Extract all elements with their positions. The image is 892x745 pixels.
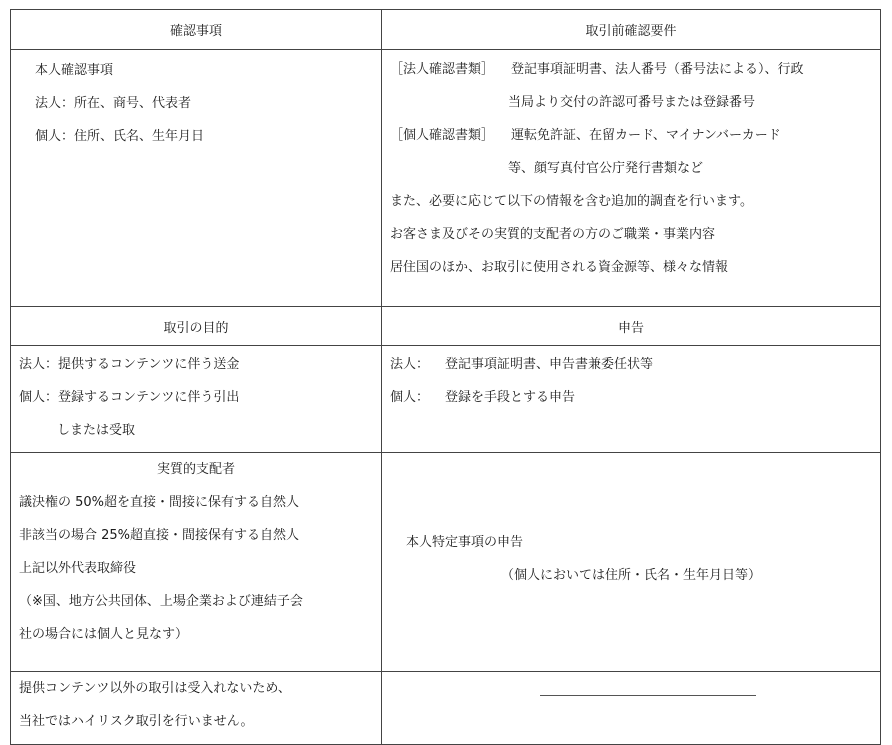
beneficial-line1: 議決権の 50%超を直接・間接に保有する自然人 [19, 495, 300, 510]
corp-doc-tag: ［法人確認書類］ [390, 62, 495, 77]
purpose-indiv1: 個人：登録するコンテンツに伴う引出 [19, 390, 240, 405]
corp-doc-line1 [382, 53, 880, 86]
declaration-indiv-text: 登録を手段とする申告 [445, 390, 576, 405]
identity-indiv: 個人：住所、氏名、生年月日 [35, 129, 205, 144]
beneficial-cell [11, 453, 382, 672]
declaration-cell [382, 346, 881, 453]
declaration-indiv [382, 381, 880, 414]
beneficial-row [11, 453, 881, 672]
beneficial-line2: 非該当の場合 25%超直接・間接保有する自然人 [19, 528, 300, 543]
declaration-corp [382, 348, 880, 381]
beneficial-title: 実質的支配者 [156, 462, 235, 477]
identity-row [11, 50, 881, 307]
purpose-header-row [11, 307, 881, 346]
highrisk-cell [11, 672, 382, 745]
indiv-doc-line1 [382, 119, 880, 152]
purpose-cell [11, 346, 382, 453]
requirements-cell [382, 50, 881, 307]
blank-line [540, 695, 756, 696]
beneficial-line3: 上記以外代表取締役 [19, 561, 137, 576]
beneficial-line4: （※国、地方公共団体、上場企業および連結子会 [19, 594, 303, 609]
indiv-doc-line2: 等、顔写真付官公庁発行書類など [508, 161, 704, 176]
header-confirm-items: 確認事項 [11, 10, 382, 50]
identity-title: 本人確認事項 [35, 63, 114, 78]
specific-line2: （個人においては住所・氏名・生年月日等） [500, 568, 761, 583]
declaration-indiv-label: 個人： [390, 390, 430, 405]
indiv-doc-text1: 運転免許証、在留カード、マイナンバーカード [511, 128, 781, 143]
requirements-table [10, 9, 881, 745]
identity-corp: 法人：所在、商号、代表者 [35, 96, 192, 111]
highrisk-line2: 当社ではハイリスク取引を行いません。 [19, 714, 254, 729]
additional-line1: また、必要に応じて以下の情報を含む追加的調査を行います。 [390, 194, 753, 209]
highrisk-row [11, 672, 881, 745]
header-pre-requirements: 取引前確認要件 [382, 10, 881, 50]
specific-cell [382, 453, 881, 672]
purpose-indiv2: しまたは受取 [57, 423, 136, 438]
specific-line1: 本人特定事項の申告 [406, 535, 524, 550]
beneficial-line5: 社の場合には個人と見なす） [19, 627, 189, 642]
header-purpose: 取引の目的 [11, 307, 382, 346]
indiv-doc-tag: ［個人確認書類］ [390, 128, 495, 143]
highrisk-right-cell [382, 672, 881, 745]
header-declaration: 申告 [382, 307, 881, 346]
corp-doc-line2: 当局より交付の許認可番号または登録番号 [508, 95, 756, 110]
highrisk-line1: 提供コンテンツ以外の取引は受入れないため、 [19, 681, 291, 696]
specific-block [382, 453, 880, 592]
additional-line2: お客さま及びその実質的支配者の方のご職業・事業内容 [390, 227, 716, 242]
declaration-corp-label: 法人： [390, 357, 430, 372]
additional-line3: 居住国のほか、お取引に使用される資金源等、様々な情報 [390, 260, 729, 275]
purpose-corp: 法人：提供するコンテンツに伴う送金 [19, 357, 240, 372]
header-row [11, 10, 881, 50]
declaration-corp-text: 登記事項証明書、申告書兼委任状等 [445, 357, 654, 372]
purpose-row [11, 346, 881, 453]
identity-cell [11, 50, 382, 307]
corp-doc-text1: 登記事項証明書、法人番号（番号法による）、行政 [511, 62, 804, 77]
